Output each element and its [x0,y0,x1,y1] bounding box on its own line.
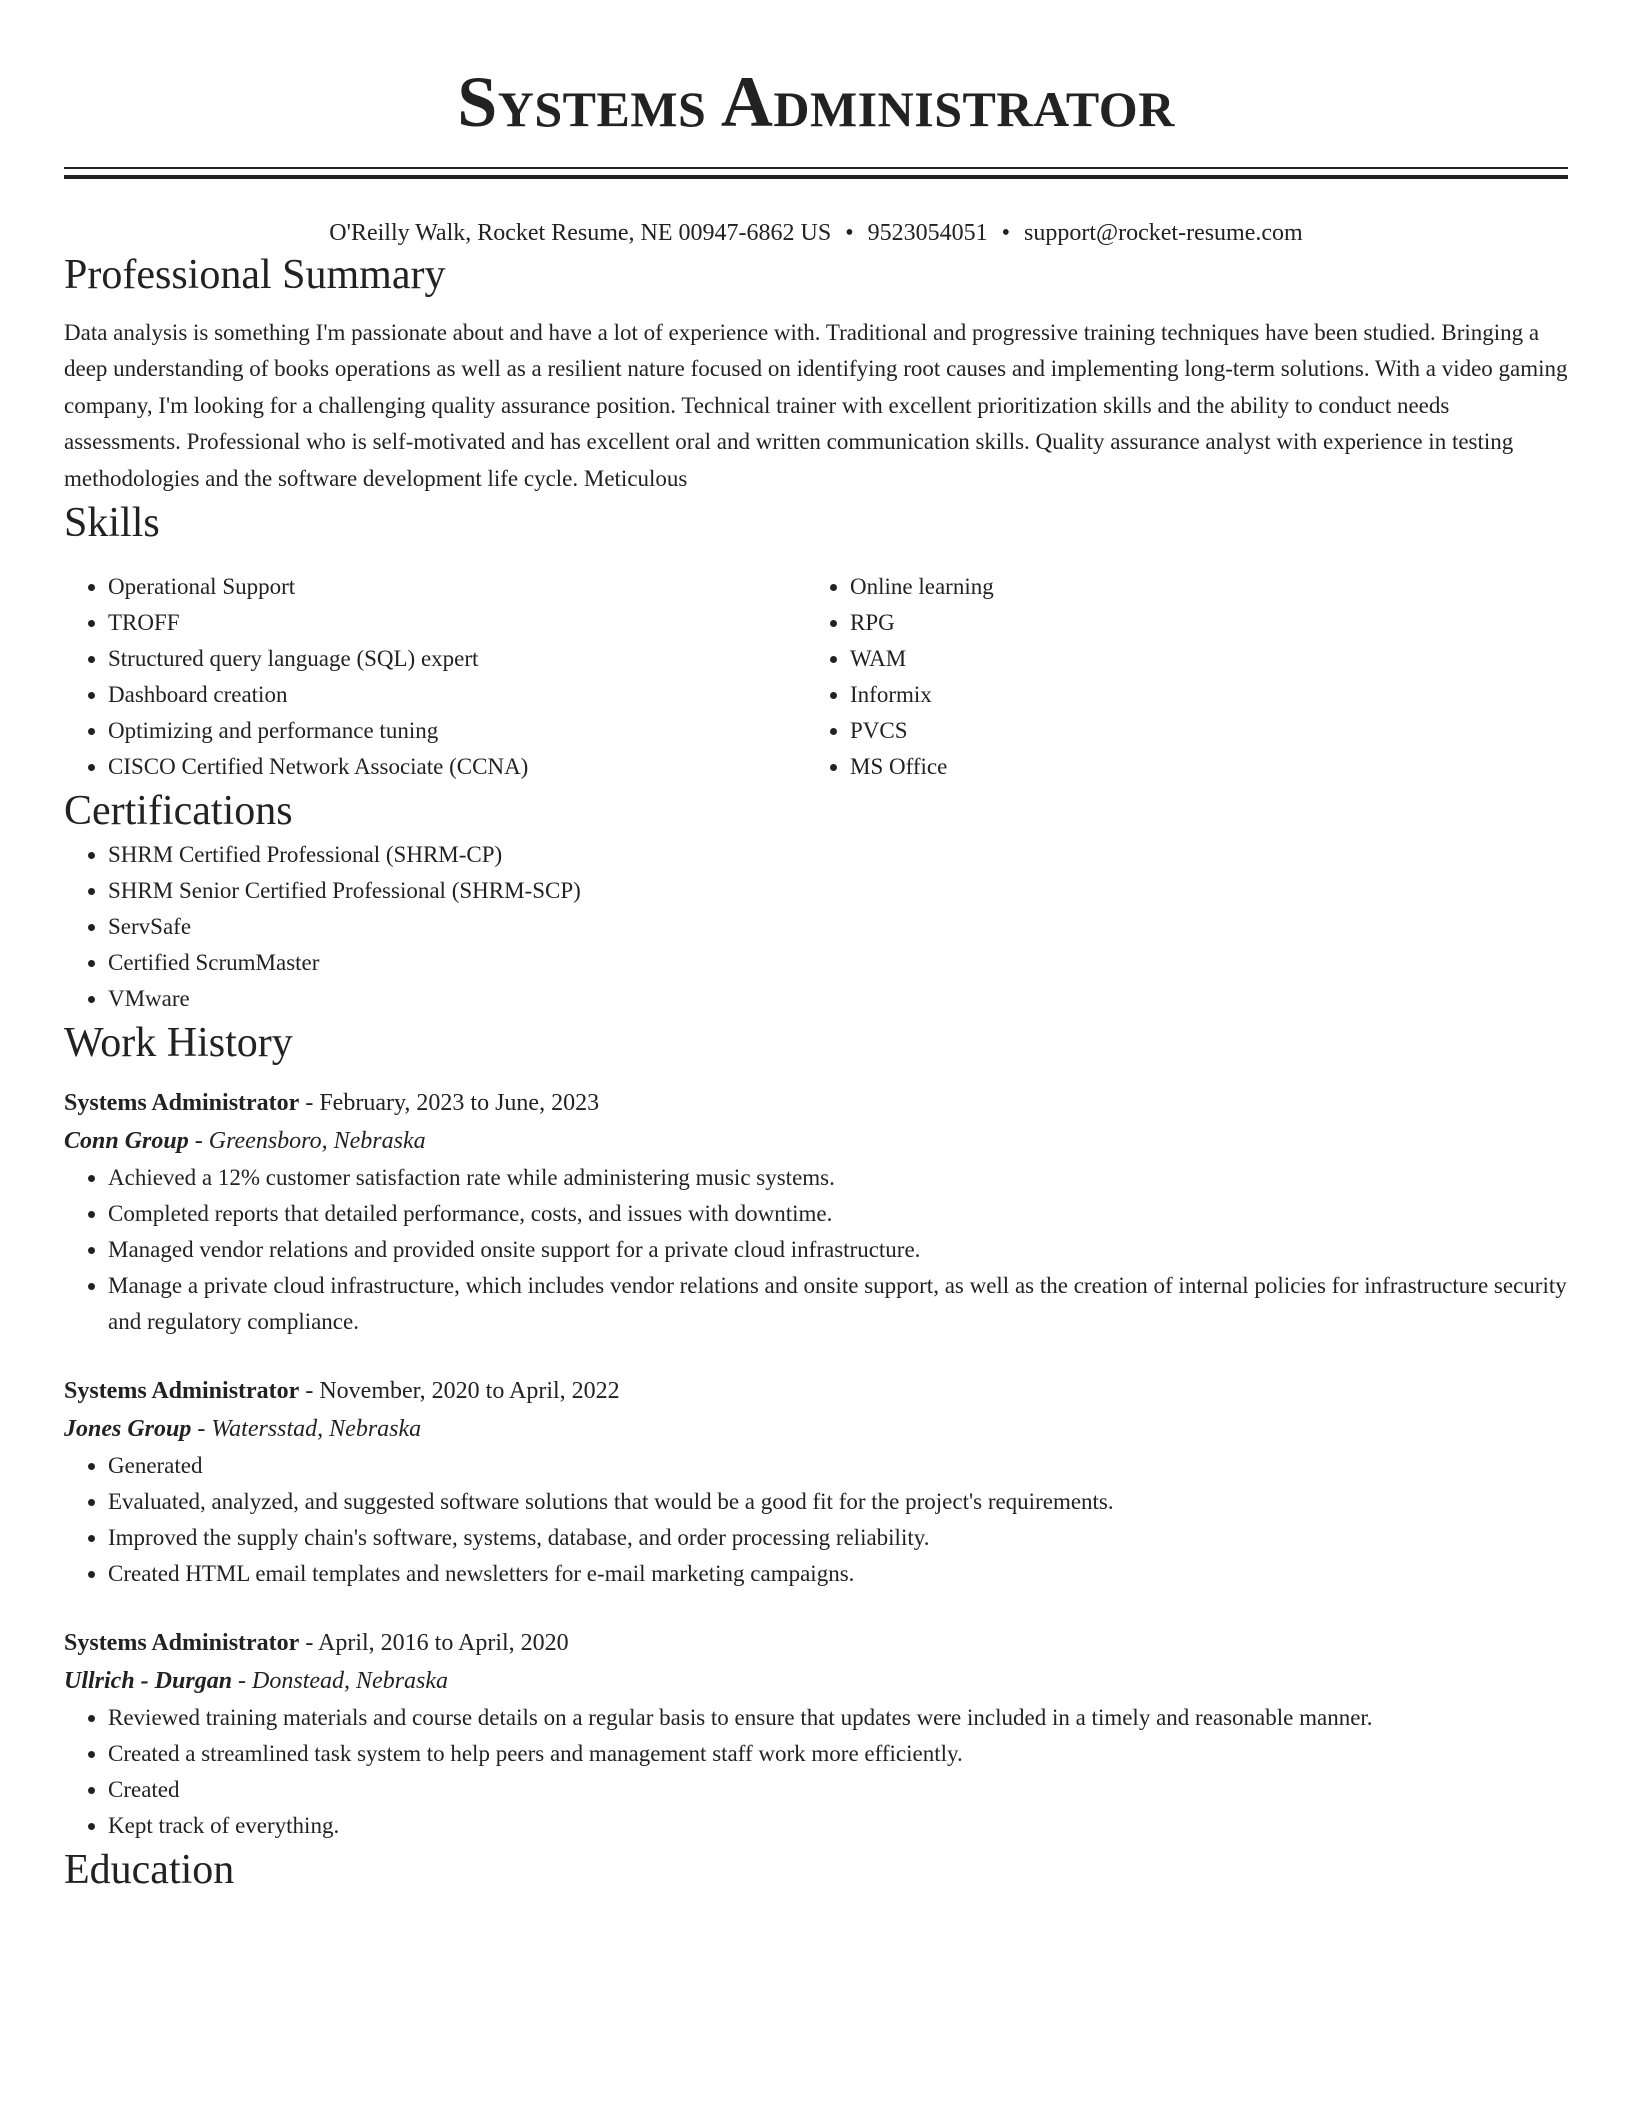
skill-item: • Structured query language (SQL) expert [108,641,806,677]
job-duties-list [64,1160,1568,1340]
job-dash: - [299,1378,320,1405]
skill-item: • MS Office [850,749,1548,785]
skill-item: • RPG [850,605,1548,641]
job-title-line [64,1084,1568,1122]
job-company-line [64,1410,1568,1448]
job-duty: • Generated [108,1448,1568,1484]
job-duty: • Completed reports that detailed performance, costs, and issues with downtime. [108,1196,1568,1232]
summary-text: Data analysis is something I'm passionate about and have a lot of experience with. Traditional and progressive training techniques have been studied. Bringing a deep understanding of books operations as well as a resilient nature focused on identifying root causes and implementing long-term solutions. With a video gaming company, I'm looking for a challenging quality assurance position. Technical trainer with excellent prioritization skills and the ability to conduct needs assessments. Professional who is self-motivated and has excellent oral and written communication skills. Quality assurance analyst with experience in testing methodologies and the software development life cycle. Meticulous [64,320,1568,491]
job-entry [64,1624,1568,1844]
job-role: Systems Administrator [64,1378,300,1405]
job-dates: April, 2016 to April, 2020 [318,1630,569,1657]
skill-item: • PVCS [850,713,1548,749]
job-duty: • Managed vendor relations and provided onsite support for a private cloud infrastructure. [108,1232,1568,1268]
job-location: Greensboro, Nebraska [208,1128,426,1155]
job-location: Donstead, Nebraska [252,1668,449,1695]
job-company: Conn Group [64,1128,189,1155]
job-role: Systems Administrator [64,1630,300,1657]
job-duty: • Kept track of everything. [108,1808,1568,1844]
job-company: Jones Group [64,1416,192,1443]
job-duty: • Manage a private cloud infrastructure, which includes vendor relations and onsite support, as well as the creation of internal policies for infrastructure security and regulatory compliance. [108,1268,1568,1340]
job-location: Watersstad, Nebraska [211,1416,422,1443]
skills-list-right [806,569,1548,785]
skill-item: • WAM [850,641,1548,677]
skills-column-right [806,569,1548,785]
job-duty: • Created a streamlined task system to help peers and management staff work more efficiently. [108,1736,1568,1772]
work-history-heading: Work History [64,1020,293,1067]
title-double-rule [64,167,1568,179]
job-dash: - [299,1090,320,1117]
certifications-heading: Certifications [64,788,293,835]
job-dash: - [191,1416,212,1443]
job-duty: • Created [108,1772,1568,1808]
job-dash: - [232,1668,253,1695]
skill-item: • CISCO Certified Network Associate (CCNA) [108,749,806,785]
job-duty: • Reviewed training materials and course details on a regular basis to ensure that updates were included in a timely and reasonable manner. [108,1700,1568,1736]
job-entry [64,1084,1568,1340]
contact-separator: • [845,220,854,246]
skill-item: • Operational Support [108,569,806,605]
job-dash: - [299,1630,318,1657]
job-duty: • Created HTML email templates and newsletters for e-mail marketing campaigns. [108,1556,1568,1592]
certification-item: • Certified ScrumMaster [108,945,1568,981]
job-duty: • Evaluated, analyzed, and suggested software solutions that would be a good fit for the project's requirements. [108,1484,1568,1520]
contact-address: O'Reilly Walk, Rocket Resume, NE 00947-6862 US [329,220,832,246]
job-entry [64,1372,1568,1592]
skills-column-left [64,569,806,785]
certification-item: • VMware [108,981,1568,1017]
skills-list-left [64,569,806,785]
job-company-line [64,1662,1568,1700]
resume-page [64,0,1568,1896]
job-duty: • Achieved a 12% customer satisfaction rate while administering music systems. [108,1160,1568,1196]
certification-item: • SHRM Senior Certified Professional (SHRM-SCP) [108,873,1568,909]
job-company: Ullrich - Durgan [64,1668,233,1695]
title-rule-thin [64,167,1568,169]
skill-item: • TROFF [108,605,806,641]
contact-line [64,217,1568,249]
skills-columns [64,569,1568,785]
skill-item: • Online learning [850,569,1548,605]
page-title: Systems Administrator [457,62,1175,142]
job-title-line [64,1372,1568,1410]
certification-item: • SHRM Certified Professional (SHRM-CP) [108,837,1568,873]
job-role: Systems Administrator [64,1090,300,1117]
certifications-list [64,837,1568,1017]
job-company-line [64,1122,1568,1160]
skill-item: • Informix [850,677,1548,713]
job-duties-list [64,1700,1568,1844]
education-heading: Education [64,1847,235,1894]
skills-heading: Skills [64,500,160,547]
skill-item: • Optimizing and performance tuning [108,713,806,749]
job-dash: - [188,1128,209,1155]
job-dates: November, 2020 to April, 2022 [319,1378,620,1405]
summary-heading: Professional Summary [64,252,446,298]
job-duties-list [64,1448,1568,1592]
job-title-line [64,1624,1568,1662]
title-rule-thick [64,175,1568,179]
skill-item: • Dashboard creation [108,677,806,713]
contact-phone: 9523054051 [867,220,988,246]
certification-item: • ServSafe [108,909,1568,945]
job-duty: • Improved the supply chain's software, systems, database, and order processing reliability. [108,1520,1568,1556]
contact-separator: • [1001,220,1011,246]
job-dates: February, 2023 to June, 2023 [319,1090,600,1117]
contact-email: support@rocket-resume.com [1024,220,1303,246]
